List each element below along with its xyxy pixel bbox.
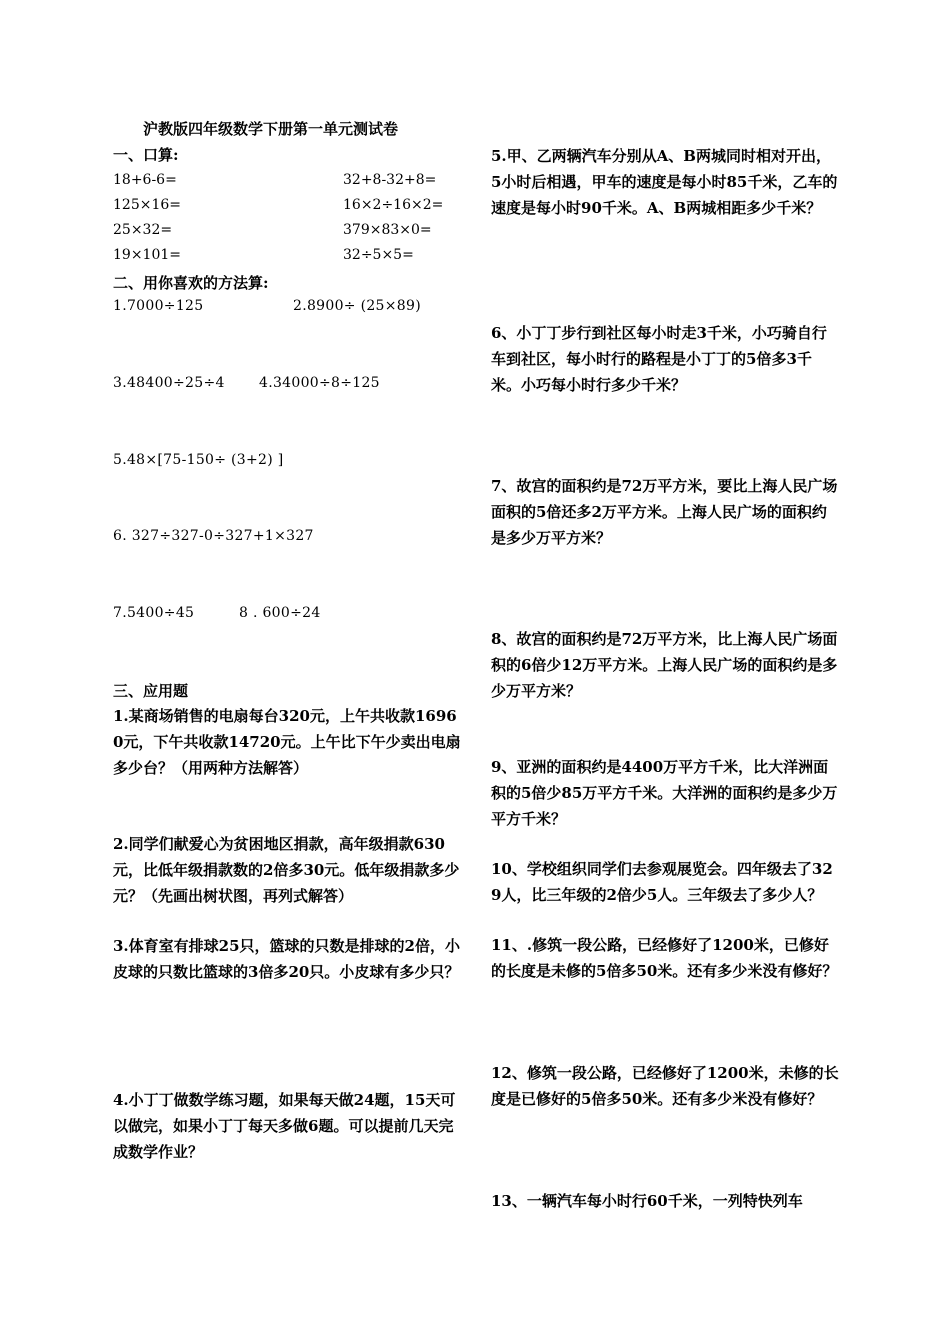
oral-calc-item: 25×32= [113,222,173,238]
word-problem-13: 13、一辆汽车每小时行60千米，一列特快列车 [491,1192,803,1210]
oral-calc-item: 16×2÷16×2= [343,197,444,213]
expression-item: 5.48×[75-150÷ (3+2) ] [113,452,284,468]
word-problem-12: 12、修筑一段公路，已经修好了1200米，未修的长度是已修好的5倍多50米。还有多少米没有修好？ [491,1064,839,1108]
expression-item: 7.5400÷45 [113,605,195,621]
word-problem-6: 6、小丁丁步行到社区每小时走3千米，小巧骑自行车到社区，每小时行的路程是小丁丁的5倍多3千米。小巧每小时行多少千米？ [491,324,827,394]
word-problem-11: 11、.修筑一段公路，已经修好了1200米，已修好的长度是未修的5倍多50米。还有多少米没有修好？ [491,936,838,980]
word-problem-1: 1.某商场销售的电扇每台320元，上午共收款16960元，下午共收款14720元。上午比下午少卖出电扇多少台？（用两种方法解答） [113,707,461,777]
oral-calc-item: 32÷5×5= [343,247,414,263]
word-problem-2: 2.同学们献爱心为贫困地区捐款，高年级捐款630元，比低年级捐款数的2倍多30元。低年级捐款多少元？（先画出树状图，再列式解答） [113,835,460,905]
oral-calc-item: 125×16= [113,197,181,213]
expression-item: 8 . 600÷24 [239,605,321,621]
word-problem-4: 4.小丁丁做数学练习题，如果每天做24题，15天可以做完，如果小丁丁每天多做6题。可以提前几天完成数学作业？ [113,1091,456,1161]
oral-calc-item: 379×83×0= [343,222,432,238]
oral-calc-item: 19×101= [113,247,181,263]
expression-item: 2.8900÷ (25×89) [293,298,421,314]
section-3-heading: 三、应用题 [113,682,189,700]
oral-calc-item: 32+8-32+8= [343,172,437,188]
section-2-heading: 二、用你喜欢的方法算: [113,274,269,292]
word-problem-7: 7、故宫的面积约是72万平方米，要比上海人民广场面积的5倍还多2万平方米。上海人民广场的面积约是多少万平方米？ [491,477,838,547]
oral-calc-item: 18+6-6= [113,172,177,188]
word-problem-3: 3.体育室有排球25只，篮球的只数是排球的2倍，小皮球的只数比篮球的3倍多20只。小皮球有多少只？ [113,937,460,981]
word-problem-9: 9、亚洲的面积约是4400万平方千米，比大洋洲面积的5倍少85万平方千米。大洋洲的面积约是多少万平方千米？ [491,758,838,828]
page-title: 沪教版四年级数学下册第一单元测试卷 [143,120,399,138]
expression-item: 3.48400÷25÷4 [113,375,225,391]
expression-item: 4.34000÷8÷125 [259,375,380,391]
expression-item: 6. 327÷327-0÷327+1×327 [113,528,314,544]
expression-item: 1.7000÷125 [113,298,204,314]
word-problem-5: 5.甲、乙两辆汽车分别从A、B两城同时相对开出，5小时后相遇，甲车的速度是每小时85千米，乙车的速度是每小时90千米。A、B两城相距多少千米？ [491,147,838,217]
word-problem-8: 8、故宫的面积约是72万平方米，比上海人民广场面积的6倍少12万平方米。上海人民广场的面积约是多少万平方米？ [491,630,838,700]
section-1-heading: 一、口算: [113,146,179,164]
word-problem-10: 10、学校组织同学们去参观展览会。四年级去了329人，比三年级的2倍少5人。三年级去了多少人？ [491,860,833,904]
